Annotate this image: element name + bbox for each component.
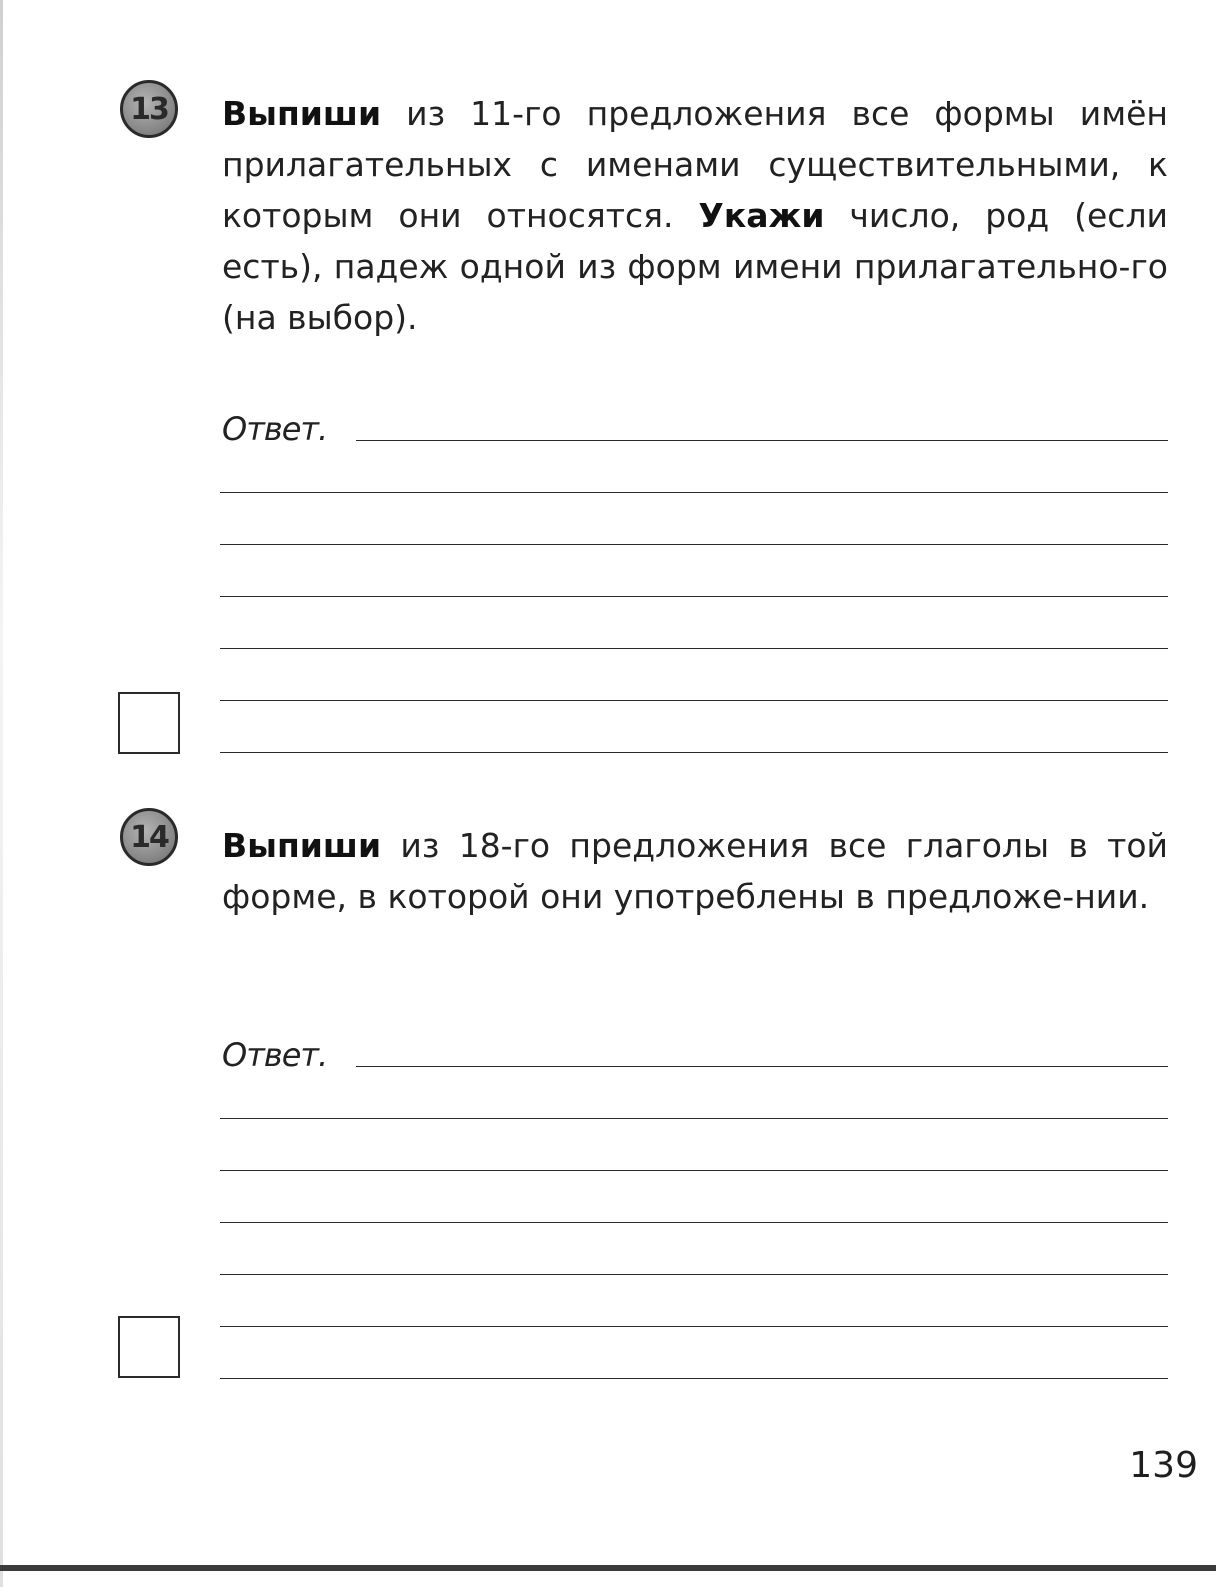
task-13-answer-line[interactable] <box>220 700 1168 701</box>
page-edge-shadow <box>0 0 3 1587</box>
task-13-answer-label: Ответ. <box>222 410 328 448</box>
task-14-text-1: из 18-го предложения все глаголы в той форме, в которой они употреблены в предложе-нии. <box>222 826 1168 916</box>
task-14-answer-line[interactable] <box>220 1378 1168 1379</box>
task-14-answer-line[interactable] <box>220 1326 1168 1327</box>
task-14-answer-line[interactable] <box>220 1118 1168 1119</box>
task-13-answer-line[interactable] <box>220 752 1168 753</box>
task-13-answer-line[interactable] <box>356 440 1168 441</box>
task-14-verb-1: Выпиши <box>222 826 382 865</box>
task-14-number: 14 <box>130 819 168 855</box>
task-13-text <box>222 88 1168 343</box>
task-14-text <box>222 820 1168 922</box>
task-14-answer-line[interactable] <box>220 1170 1168 1171</box>
bottom-rule <box>0 1565 1216 1571</box>
task-13-verb-2: Укажи <box>698 196 825 235</box>
task-13-score-box[interactable] <box>118 692 180 754</box>
task-13-text-1: из 11-го предложения все формы имён прилагательных с именами существительными, к которым они относятся. <box>222 94 1168 235</box>
task-14-answer-label: Ответ. <box>222 1036 328 1074</box>
task-14-answer-line[interactable] <box>220 1222 1168 1223</box>
page-number: 139 <box>1129 1445 1198 1486</box>
task-13-answer-line[interactable] <box>220 648 1168 649</box>
task-13-number-badge <box>120 80 178 138</box>
task-14-answer-line[interactable] <box>220 1274 1168 1275</box>
task-13-answer-line[interactable] <box>220 596 1168 597</box>
task-13-answer-line[interactable] <box>220 544 1168 545</box>
task-14-answer-line[interactable] <box>356 1066 1168 1067</box>
task-13-answer-line[interactable] <box>220 492 1168 493</box>
task-14-number-badge <box>120 808 178 866</box>
task-13-number: 13 <box>130 91 168 127</box>
task-14-score-box[interactable] <box>118 1316 180 1378</box>
task-13-verb-1: Выпиши <box>222 94 382 133</box>
task-13-text-2: число, род (если есть), падеж одной из форм имени прилагательно-го (на выбор). <box>222 196 1168 337</box>
